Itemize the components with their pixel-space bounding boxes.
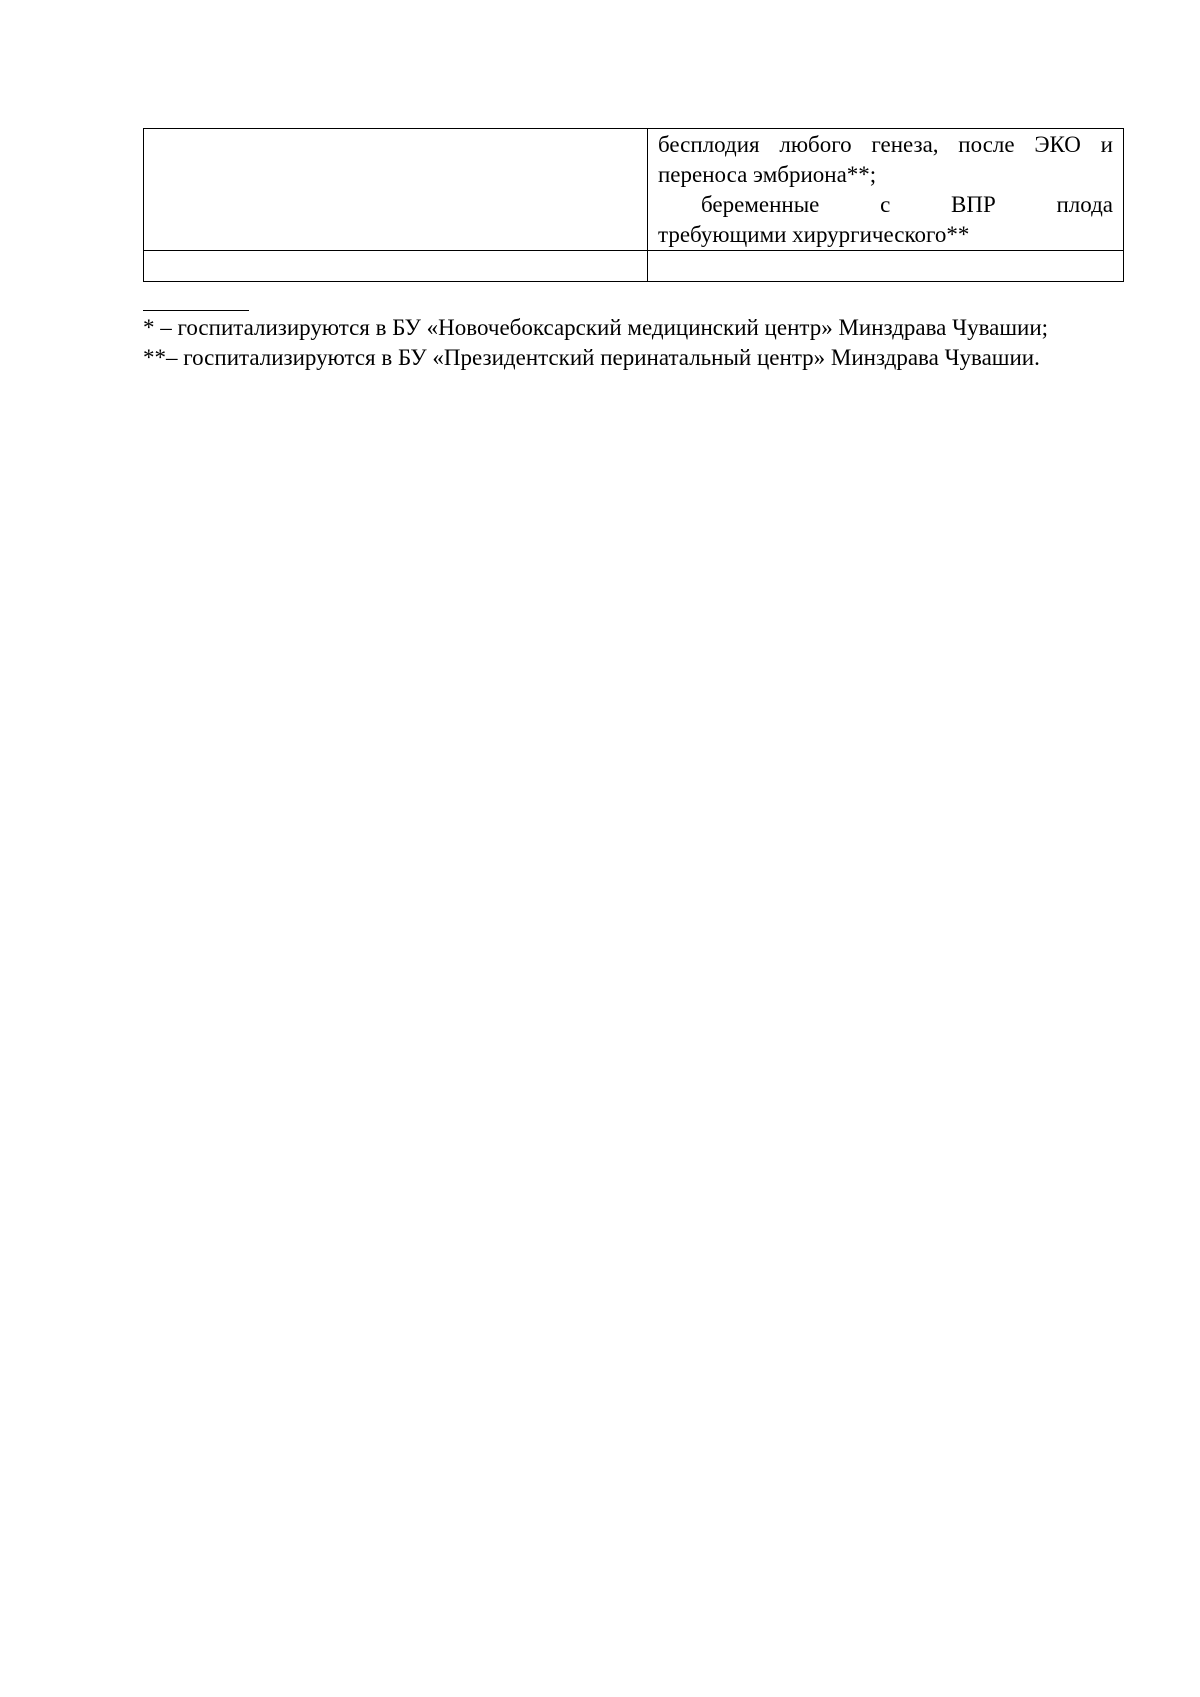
footnote-1: * – госпитализируются в БУ «Новочебоксарский медицинский центр» Минздрава Чувашии;	[143, 315, 1049, 340]
table-cell-left	[144, 129, 648, 251]
cell-text	[648, 251, 1123, 252]
cell-text	[144, 129, 647, 130]
table-cell-right	[648, 129, 1124, 251]
cell-line: бесплодия любого генеза, после ЭКО и	[658, 132, 1113, 157]
footnote-separator	[143, 310, 249, 311]
cell-line: требующими хирургического**	[658, 222, 970, 247]
footnote-2: **– госпитализируются в БУ «Президентский перинатальный центр» Минздрава Чувашии.	[143, 345, 1040, 370]
cell-line: беременные с ВПР плода	[701, 192, 1113, 217]
table-cell-right	[648, 251, 1124, 282]
content-table	[143, 128, 1124, 282]
footnotes	[143, 313, 1103, 373]
table-cell-left	[144, 251, 648, 282]
cell-text	[144, 251, 647, 252]
cell-text-block	[648, 129, 1123, 250]
table-row	[144, 251, 1124, 282]
table-row	[144, 129, 1124, 251]
cell-line: переноса эмбриона**;	[658, 162, 877, 187]
